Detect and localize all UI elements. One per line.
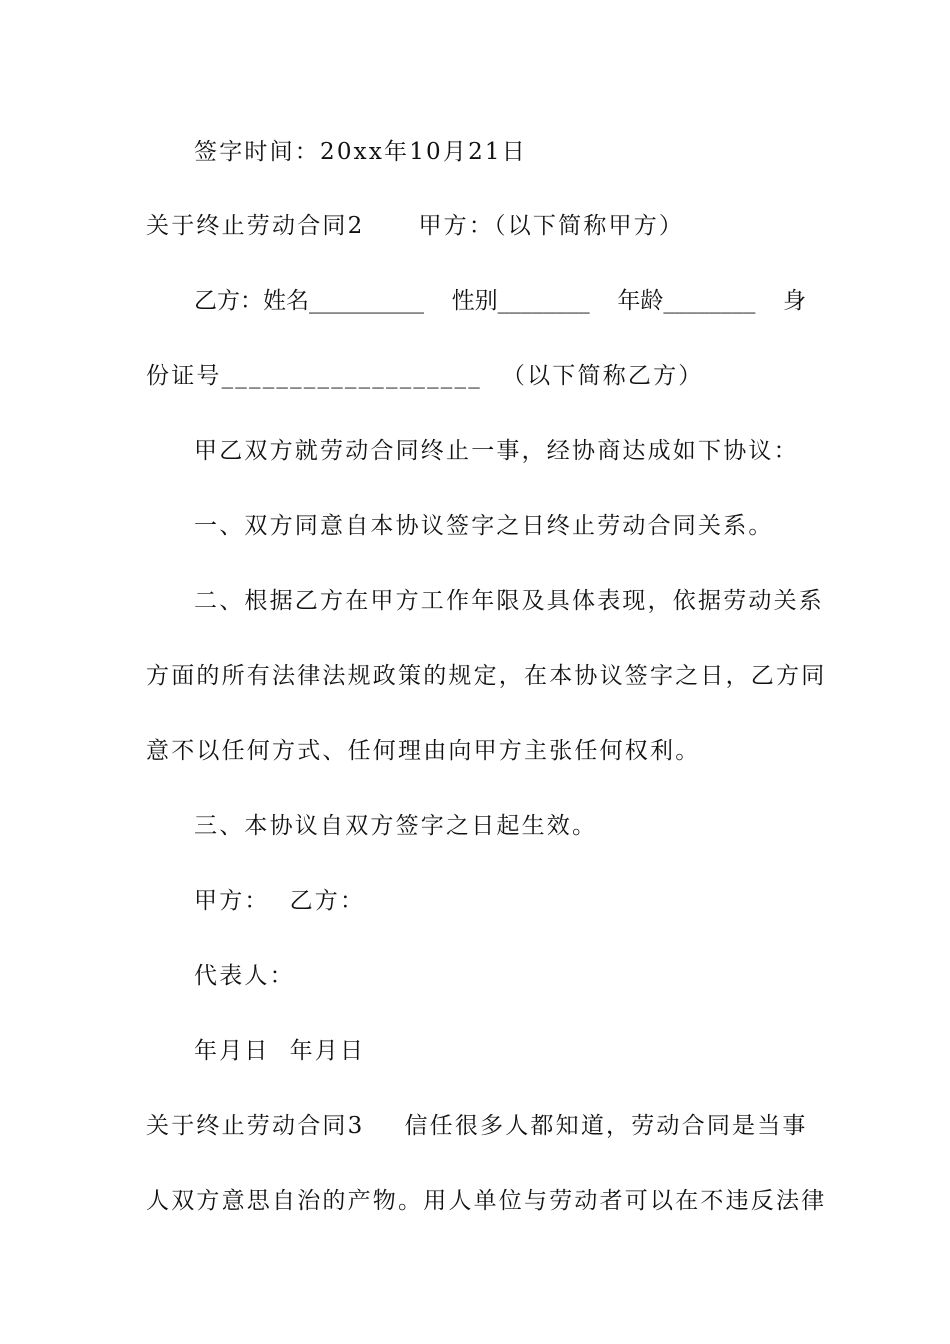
representative: 代表人： [194, 963, 295, 989]
party-b-name: 乙方：姓名__________ [194, 288, 424, 314]
signature-dates [194, 1036, 806, 1066]
clause-3: 三、本协议自双方签字之日起生效。 [194, 813, 598, 839]
clause-1: 一、双方同意自本协议签字之日终止劳动合同关系。 [194, 513, 774, 539]
section3-text-line2: 人双方意思自治的产物。用人单位与劳动者可以在不违反法律 [146, 1188, 827, 1214]
party-b-id-start: 身 [782, 288, 806, 314]
agreement-intro: 甲乙双方就劳动合同终止一事，经协商达成如下协议： [194, 438, 799, 464]
signature-date-a: 年月日 [194, 1038, 270, 1064]
party-b-abbrev: （以下简称乙方） [501, 363, 704, 389]
sign-time: 签字时间：20xx年10月21日 [194, 139, 527, 165]
section3-heading: 关于终止劳动合同3 [146, 1113, 365, 1139]
party-b-gender: 性别________ [451, 288, 590, 314]
signature-parties [194, 886, 806, 916]
clause-2-line2: 方面的所有法律法规政策的规定，在本协议签字之日，乙方同 [146, 663, 827, 689]
party-b-age: 年龄________ [617, 288, 756, 314]
clause-2-line3: 意不以任何方式、任何理由向甲方主张任何权利。 [146, 738, 701, 764]
signature-party-b: 乙方： [289, 888, 366, 914]
party-b-line1 [194, 286, 806, 316]
signature-party-a: 甲方： [194, 888, 270, 914]
party-b-id: 份证号___________________ [146, 363, 482, 389]
signature-date-b: 年月日 [289, 1038, 366, 1064]
section3-text-line1: 信任很多人都知道，劳动合同是当事 [404, 1113, 808, 1139]
section2-heading-line [146, 211, 806, 241]
party-b-line2 [146, 361, 806, 391]
section3-heading-line [146, 1111, 806, 1141]
clause-2-line1: 二、根据乙方在甲方工作年限及具体表现，依据劳动关系 [194, 588, 824, 614]
section2-heading: 关于终止劳动合同2 [146, 213, 365, 239]
party-a-intro: 甲方：（以下简称甲方） [418, 213, 685, 239]
